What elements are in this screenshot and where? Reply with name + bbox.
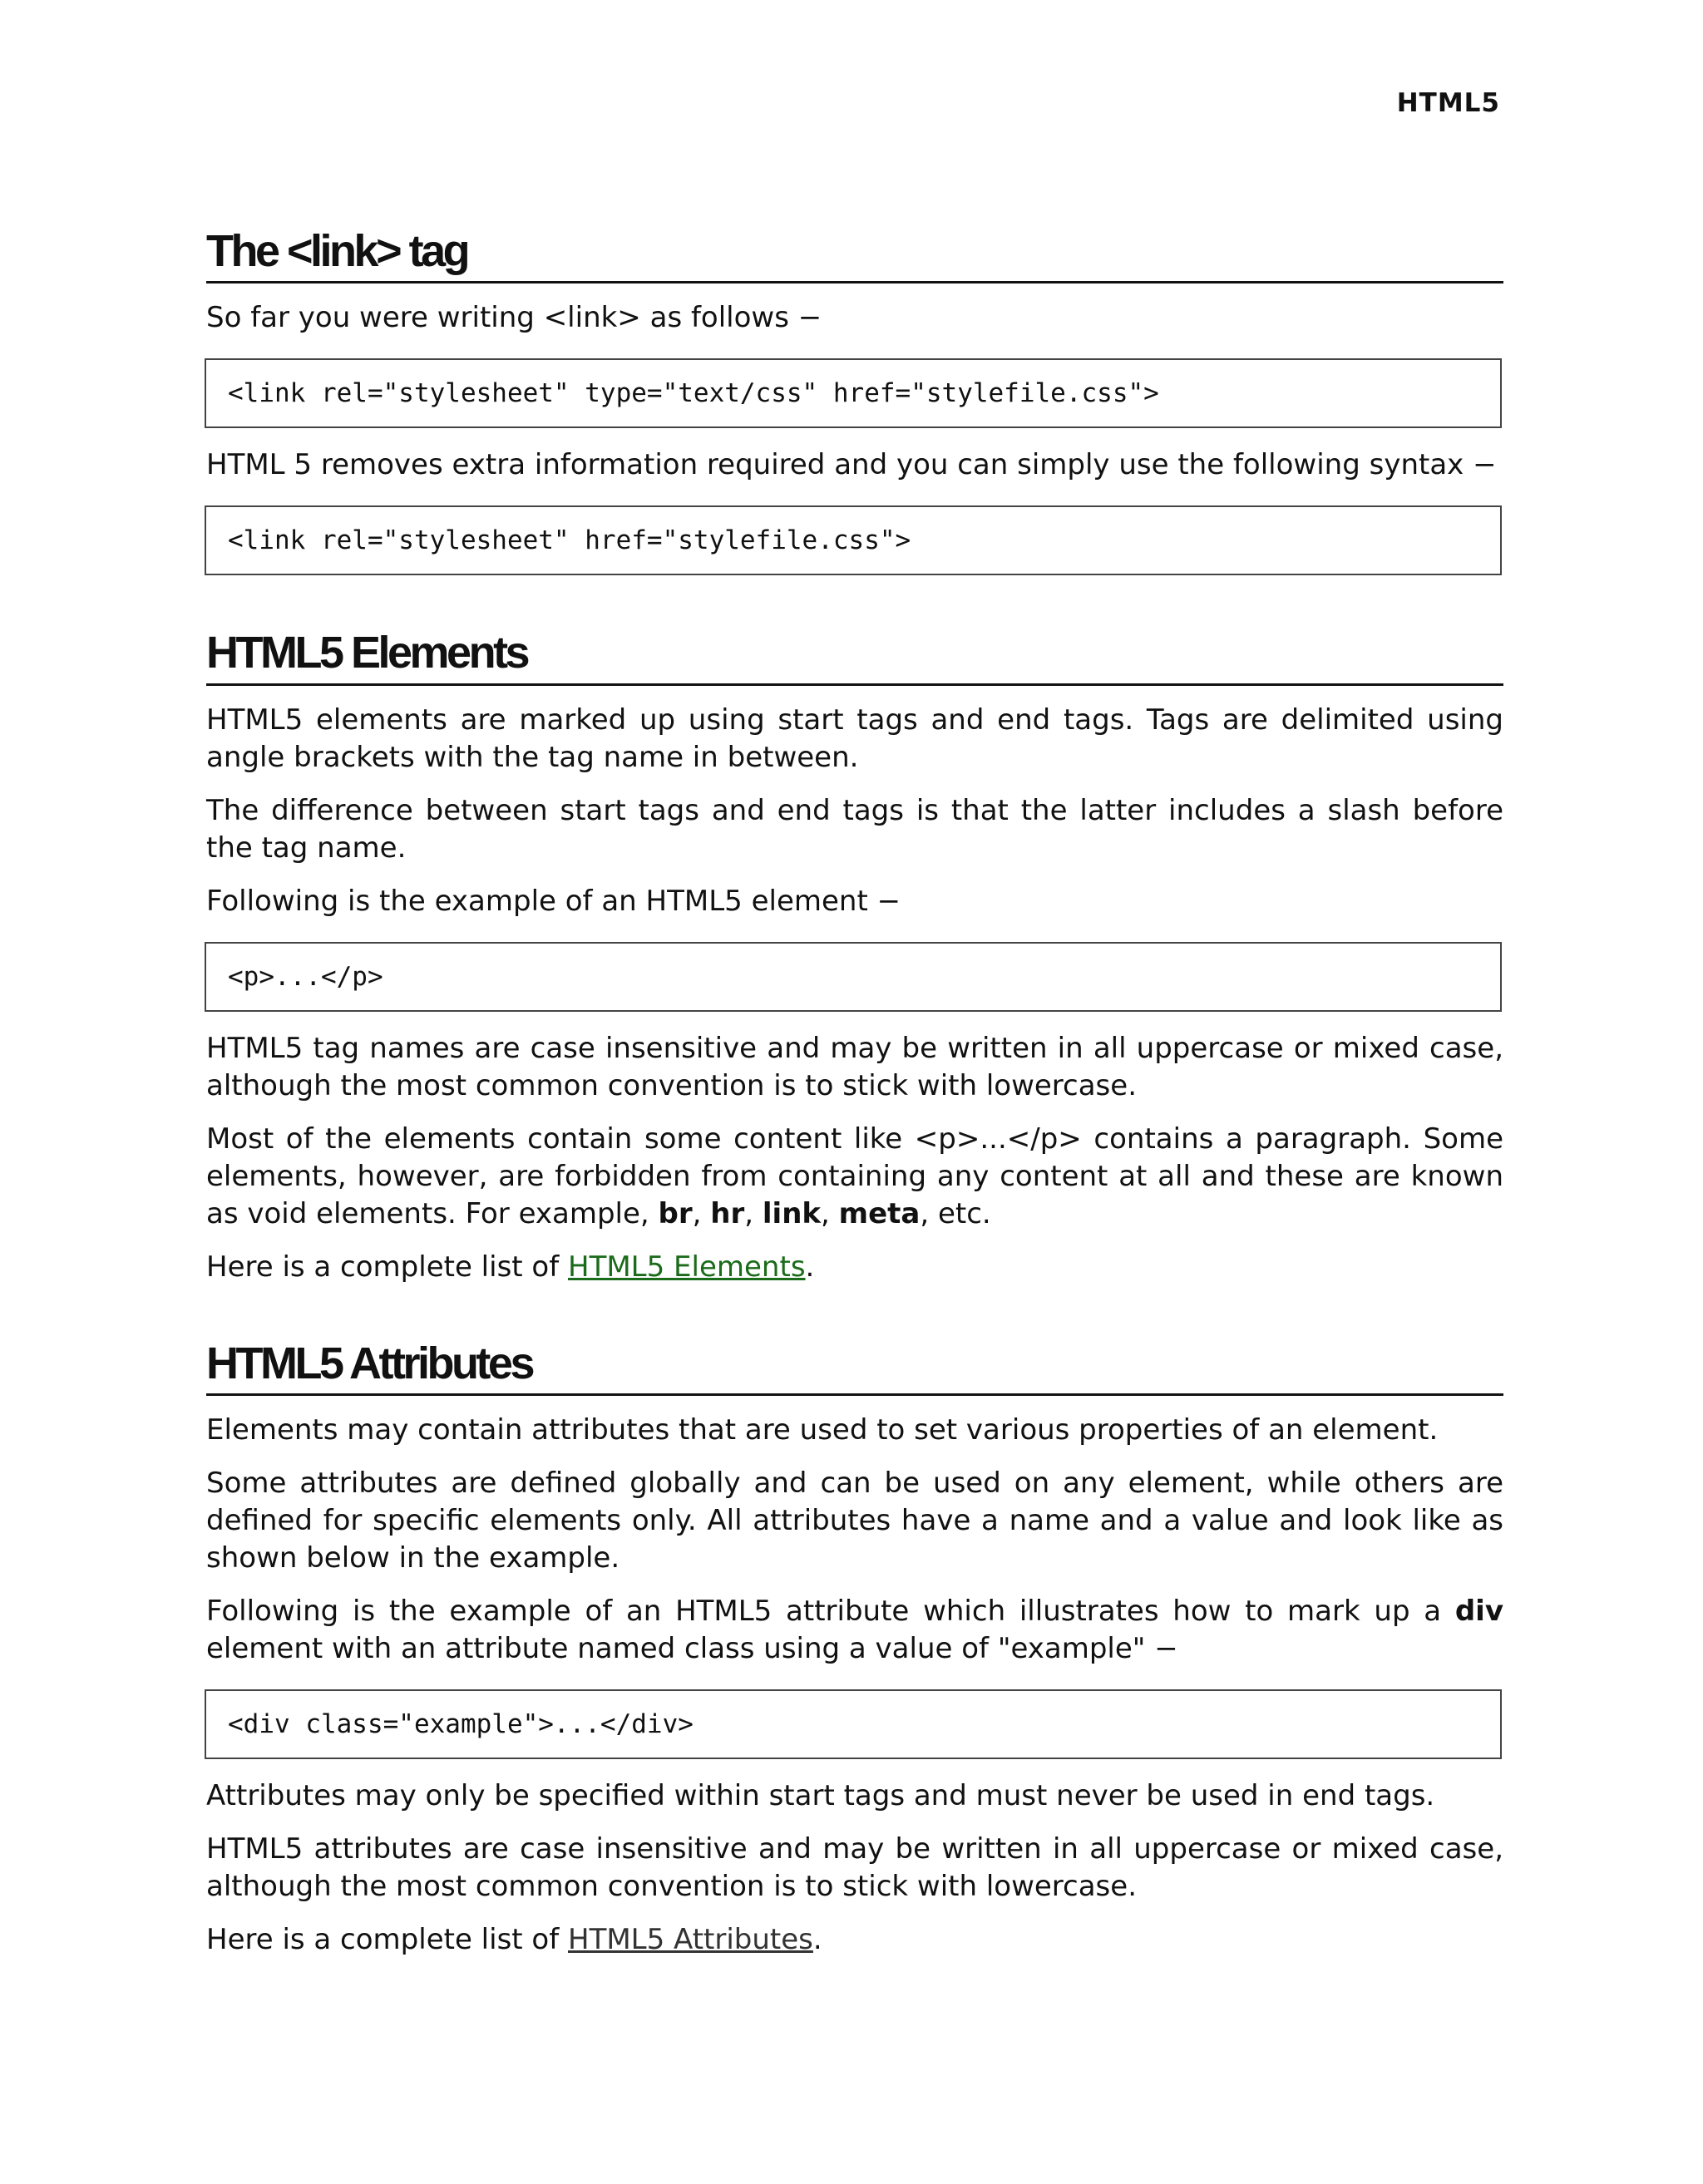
text-run: , xyxy=(821,1196,839,1230)
text-run: . xyxy=(812,1923,822,1957)
page-content xyxy=(206,227,1503,1959)
code-block: <link rel="stylesheet" type="text/css" href="stylefile.css"> xyxy=(205,358,1502,428)
paragraph: The difference between start tags and end tags is that the latter includes a slash before the tag name. xyxy=(206,793,1503,865)
html5-attributes-link[interactable]: HTML5 Attributes xyxy=(568,1923,813,1957)
paragraph xyxy=(206,1593,1503,1668)
text-run: , xyxy=(744,1196,763,1230)
paragraph: HTML5 elements are marked up using start tags and end tags. Tags are delimited using angle brackets with the tag name in between. xyxy=(206,703,1503,774)
bold-term-br: br xyxy=(658,1196,693,1230)
running-header: HTML5 xyxy=(1396,88,1500,118)
html5-elements-link[interactable]: HTML5 Elements xyxy=(568,1250,806,1284)
section-heading-link-tag: The <link> tag xyxy=(206,227,1503,283)
bold-term-link: link xyxy=(762,1196,822,1230)
bold-term-hr: hr xyxy=(710,1196,745,1230)
paragraph xyxy=(206,1921,1503,1959)
code-block: <p>...</p> xyxy=(205,942,1502,1012)
paragraph xyxy=(206,1121,1503,1233)
paragraph: HTML5 tag names are case insensitive and may be written in all uppercase or mixed case, although the most common convention is to stick with lowercase. xyxy=(206,1031,1503,1102)
bold-term-meta: meta xyxy=(838,1196,921,1230)
code-block: <div class="example">...</div> xyxy=(205,1689,1502,1759)
paragraph: Some attributes are defined globally and can be used on any element, while others are defined for specific elements only. All attributes have a name and a value and look like as shown below in the example. xyxy=(206,1467,1503,1575)
code-block: <link rel="stylesheet" href="stylefile.css"> xyxy=(205,505,1502,575)
paragraph: HTML5 attributes are case insensitive and may be written in all uppercase or mixed case, although the most common convention is to stick with lowercase. xyxy=(206,1832,1503,1904)
paragraph: Attributes may only be specified within start tags and must never be used in end tags. xyxy=(206,1779,1435,1813)
text-run: Following is the example of an HTML5 attribute which illustrates how to mark up a xyxy=(206,1595,1455,1629)
bold-term-div: div xyxy=(1454,1595,1503,1629)
paragraph: HTML 5 removes extra information required and you can simply use the following syntax − xyxy=(206,448,1497,482)
text-run: element with an attribute named class using a value of "example" − xyxy=(206,1632,1178,1666)
paragraph: Elements may contain attributes that are used to set various properties of an element. xyxy=(206,1413,1439,1447)
paragraph: So far you were writing <link> as follows − xyxy=(206,301,822,335)
section-heading-html5-attributes: HTML5 Attributes xyxy=(206,1339,1503,1396)
paragraph xyxy=(206,1249,1503,1286)
paragraph: Following is the example of an HTML5 element − xyxy=(206,884,901,918)
text-run: , etc. xyxy=(920,1196,991,1230)
text-run: Here is a complete list of xyxy=(206,1923,568,1957)
text-run: . xyxy=(805,1250,815,1284)
text-run: , xyxy=(692,1196,711,1230)
text-run: Here is a complete list of xyxy=(206,1250,568,1284)
section-heading-html5-elements: HTML5 Elements xyxy=(206,629,1503,685)
text-run: Most of the elements contain some content like <p>...</p> contains a paragraph. Some elements, however, are forbidden from containing any content at all and these are known as void elements. For example, xyxy=(206,1122,1503,1230)
